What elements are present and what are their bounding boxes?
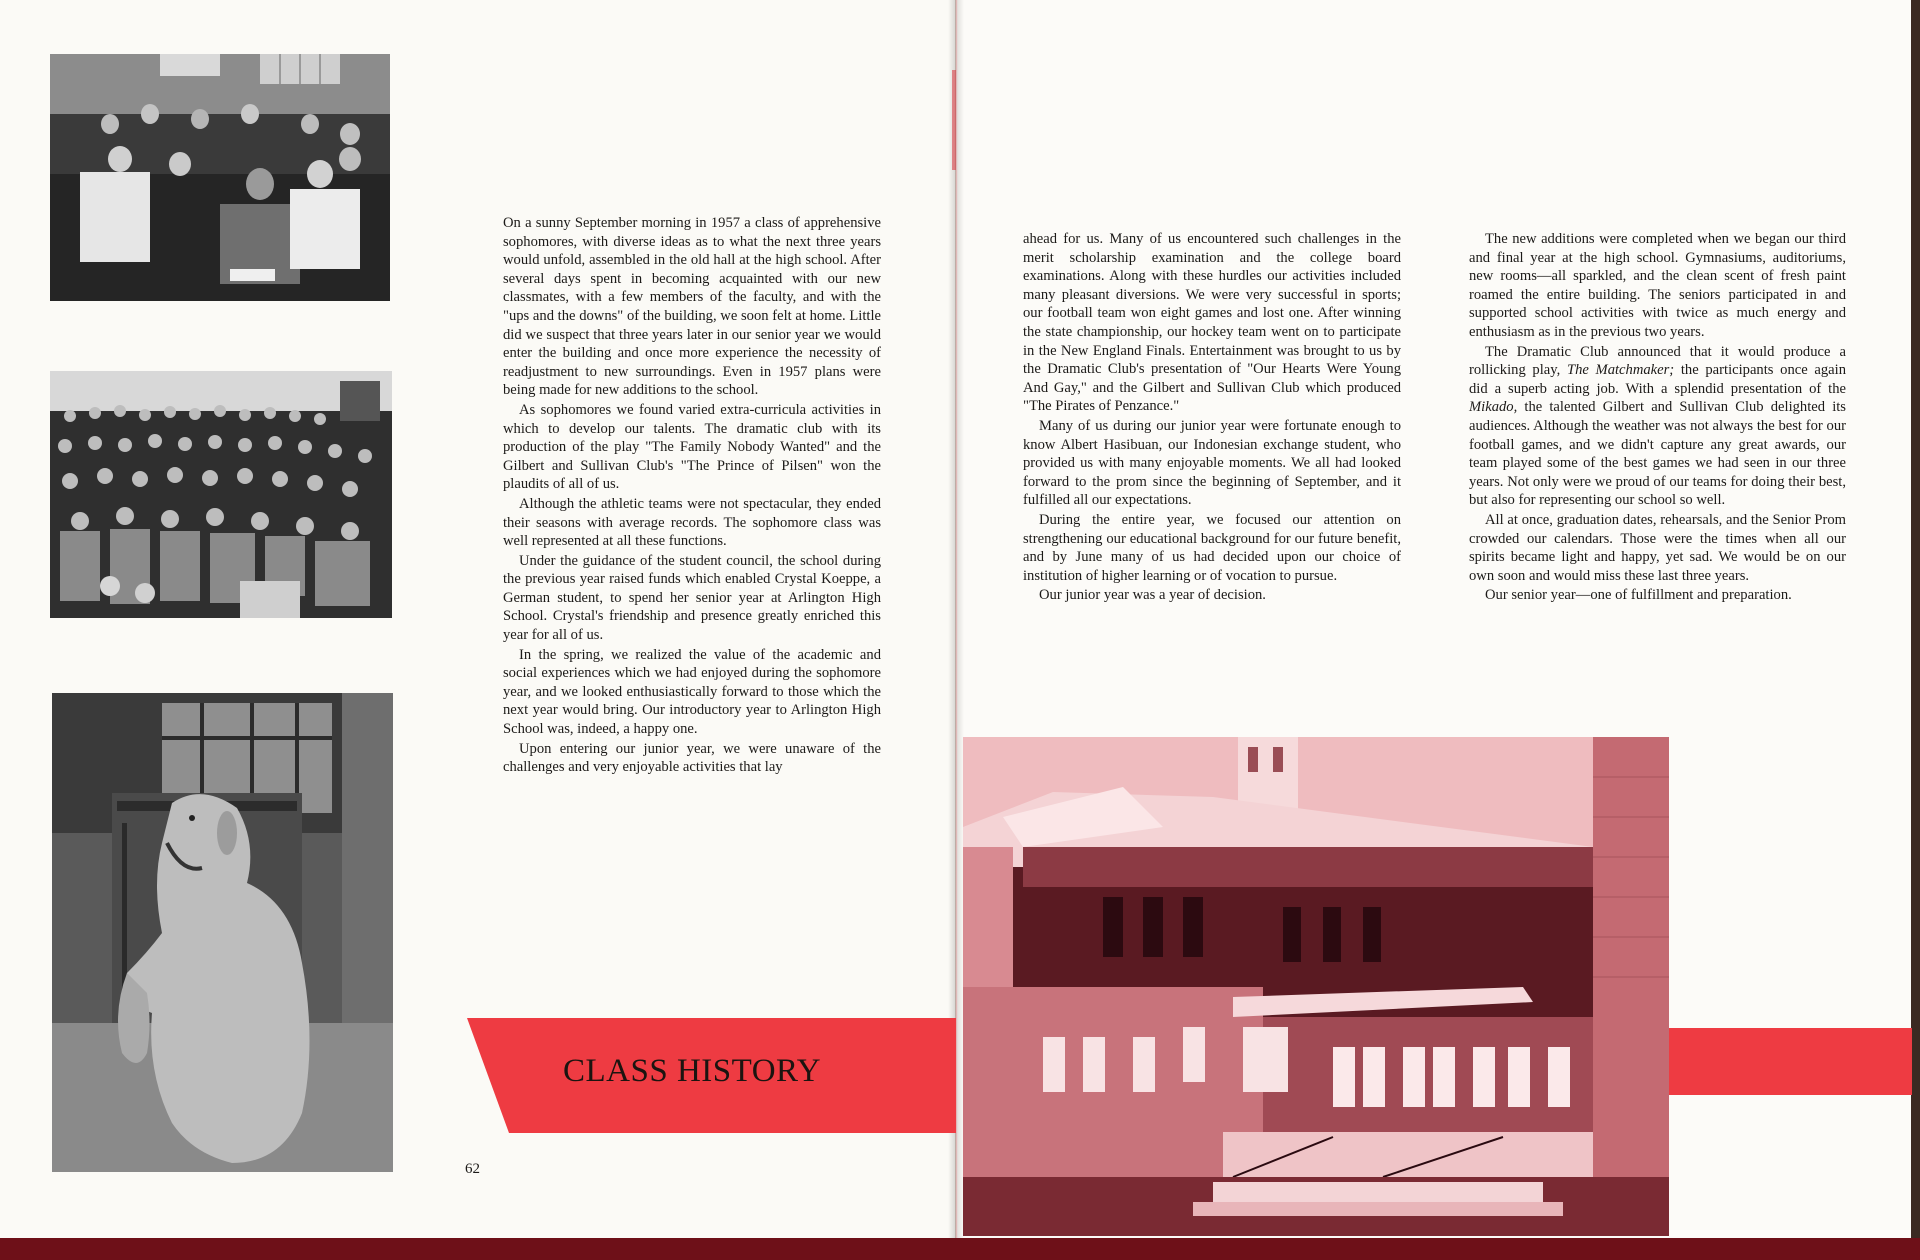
play-title: The Matchmaker; [1566,362,1675,379]
gutter-red-mark [952,70,956,170]
paragraph: As sophomores we found varied extra-curricula activities in which to develop our talents. The dramatic club with its production of the play "The Family Nobody Wanted" and the Gilbert and Sullivan Club's "The Prince of Pilsen" won the plaudits of all of us. [503,401,881,493]
school-building-photo [963,737,1669,1236]
paragraph: All at once, graduation dates, rehearsals, and the Senior Prom crowded our calendars. Those were the times when all our spirits became light and happy, yet sad. We would be on our own soon and would miss these last three years. [1469,511,1846,584]
red-accent-tab [1665,1028,1912,1095]
paragraph: On a sunny September morning in 1957 a class of apprehensive sophomores, with diverse ideas as to what the next three years would unfold, assembled in the old hall at the high school. After several days spent in becoming acquainted with our new classmates, with a few members of the faculty, and with the "ups and the downs" of the building, we soon felt at home. Little did we suspect that three years later in our senior year we would enter the building and once more experience the necessity of readjustment to new surroundings. Even in 1957 plans were being made for new additions to the school. [503,215,881,399]
paragraph: In the spring, we realized the value of the academic and social experiences which we had enjoyed during the sophomore year, and we looked enthusiastically forward to those which the next year would bring. Our introductory year to Arlington High School was, indeed, a happy one. [503,646,881,738]
opera-title: Mikado, [1469,399,1518,416]
text-run: The Dramatic Club announced that it would produce a rollicking play, [1469,343,1846,379]
paragraph: ahead for us. Many of us encountered such challenges in the merit scholarship examination and the college board examinations. Along with these hurdles our activities included many pleasant diversions. We were very successful in sports; our football team won eight games and lost one. After winning the state championship, our hockey team went on to participate in the New England Finals. Entertainment was brought to us by the Dramatic Club's presentation of "Our Hearts Were Young And Gay," and the Gilbert and Sullivan Club which produced "The Pirates of Penzance." [1023,231,1401,415]
paragraph: Upon entering our junior year, we were unaware of the challenges and very enjoyable activities that lay [503,740,881,776]
cover-right-edge [1911,0,1920,1238]
paragraph: Although the athletic teams were not spectacular, they ended their seasons with average records. The sophomore class was well represented at all these functions. [503,495,881,550]
history-column-middle [1023,230,1401,606]
text-run: the talented Gilbert and Sullivan Club delighted its audiences. Although the weather was not always the best for our football games, and we didn't capture any great awards, our team played some of the best games we had seen in our three years. Not only were we proud of our teams for doing their best, but also for representing our school so well. [1469,399,1846,509]
paragraph: During the entire year, we focused our attention on strengthening our educational background for our future benefit, and by June many of us had decided upon our choice of institution of higher learning or of vocation to pursue. [1023,511,1401,584]
assembly-crowd-photo [50,371,392,618]
paragraph [1469,343,1846,510]
history-column-right [1469,230,1846,606]
page-number: 62 [465,1161,480,1177]
cover-bottom-edge [0,1238,1920,1260]
paragraph: Our senior year—one of fulfillment and preparation. [1485,587,1792,604]
section-title: CLASS HISTORY [563,1053,822,1089]
paragraph: Under the guidance of the student council, the school during the previous year raised funds which enabled Crystal Koeppe, a German student, to spend her senior year at Arlington High School. Crystal's friendship and presence greatly enriched this year for all of us. [503,552,881,644]
paragraph: Our junior year was a year of decision. [1039,587,1266,604]
classroom-photo [50,54,390,301]
paragraph: The new additions were completed when we began our third and final year at the high school. Gymnasiums, auditoriums, new rooms—all sparkled, and the clean scent of fresh paint roamed the entire building. The seniors participated in and supported school activities with twice as much energy and enthusiasm as in the previous two years. [1469,231,1846,340]
paragraph: Many of us during our junior year were fortunate enough to know Albert Hasibuan, our Indonesian exchange student, who provided us with many enjoyable moments. We all had looked forward to the prom since the beginning of September, and it fulfilled all our expectations. [1023,417,1401,509]
history-column-left [503,214,881,778]
text-run: the participants once again did a superb acting job. With a splendid presentation of the [1469,362,1847,397]
dog-photo [52,693,393,1172]
